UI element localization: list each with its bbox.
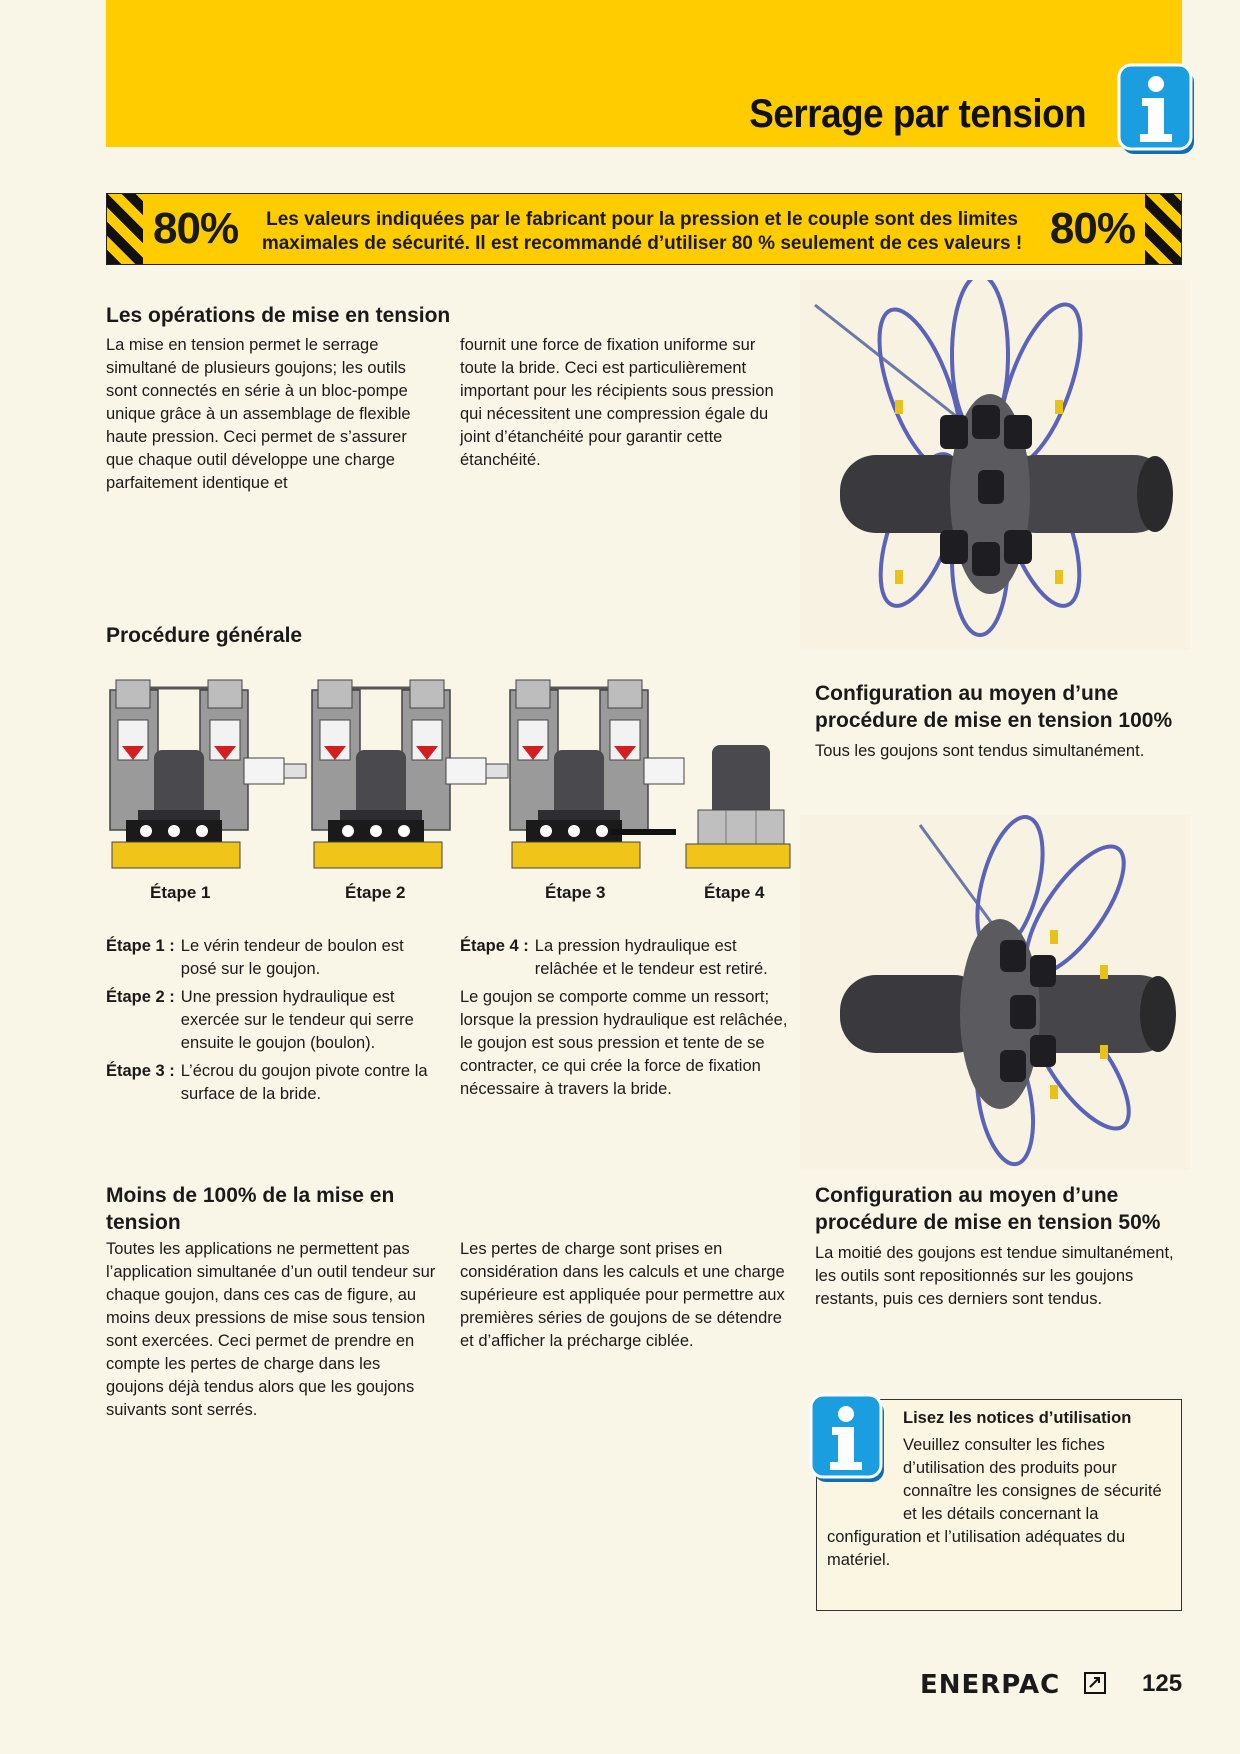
- section3-heading: Moins de 100% de la mise en tension: [106, 1184, 395, 1234]
- tensioning-100-photo: [800, 280, 1190, 650]
- step-item-1: [106, 935, 436, 981]
- step-text: L’écrou du goujon pivote contre la surface de la bride.: [180, 1062, 428, 1103]
- config50-heading: Configuration au moyen d’une procédure de mise en tension 50%: [815, 1184, 1161, 1234]
- step4-diagram: [686, 745, 790, 868]
- hazard-stripes-right: [1145, 194, 1181, 264]
- page-number: 125: [1142, 1670, 1183, 1697]
- enerpac-mark-icon: [1084, 1672, 1106, 1694]
- steps-list-left: [106, 935, 436, 1111]
- step1-diagram: [110, 680, 306, 868]
- section1-col2: fournit une force de fixation uniforme sur toute la bride. Ceci est particulièrement important pour les récipients sous pression qui nécessitent une compression égale du joint d’étanchéité pour garantir cette étanchéité.: [460, 336, 774, 469]
- info-icon: [808, 1392, 888, 1484]
- info-icon: [1116, 62, 1200, 158]
- note-title: Lisez les notices d’utilisation: [903, 1409, 1132, 1427]
- step-text: Une pression hydraulique est exercée sur le tendeur qui serre ensuite le goujon (boulon).: [180, 988, 414, 1052]
- step-key: Étape 1 :: [106, 937, 175, 955]
- warning-percent-left: 80%: [153, 204, 239, 253]
- step-text: La pression hydraulique est relâchée et le tendeur est retiré.: [534, 937, 768, 978]
- step-key: Étape 3 :: [106, 1062, 175, 1080]
- config50-text: La moitié des goujons est tendue simultanément, les outils sont repositionnés sur les goujons restants, puis ces derniers sont tendus.: [815, 1244, 1174, 1308]
- step-label-1: Étape 1: [150, 883, 211, 902]
- procedure-diagram: [106, 670, 796, 875]
- warning-percent-right: 80%: [1049, 204, 1135, 253]
- step-item-4: [460, 935, 795, 981]
- enerpac-logo: ENERPAC: [920, 1670, 1061, 1700]
- step-item-3: [106, 1060, 436, 1106]
- section2-heading: Procédure générale: [106, 624, 303, 647]
- step2-diagram: [312, 680, 508, 868]
- step3-diagram: [510, 680, 684, 868]
- section3-col1: Toutes les applications ne permettent pas l’application simultanée d’un outil tendeur sur chaque goujon, dans ces cas de figure, au moins deux pressions de mise sous tension sont exercées. Ceci permet de prendre en compte les pertes de charge dans les goujons déjà tendus alors que les goujons suivants sont serrés.: [106, 1240, 436, 1419]
- step-item-2: [106, 986, 436, 1055]
- warning-line-1: Les valeurs indiquées par le fabricant pour la pression et le couple sont des limites: [266, 209, 1018, 230]
- warning-text: [257, 208, 1027, 256]
- step-key: Étape 2 :: [106, 988, 175, 1006]
- hazard-stripes-left: [107, 194, 143, 264]
- warning-line-2: maximales de sécurité. Il est recommandé d’utiliser 80 % seulement de ces valeurs !: [261, 233, 1023, 254]
- steps-list-right: [460, 935, 795, 1101]
- warning-bar: [106, 193, 1182, 265]
- step-label-4: Étape 4: [704, 883, 765, 902]
- section3-col2: Les pertes de charge sont prises en considération dans les calculs et une charge supérieure est appliquée pour permettre aux premières séries de goujons de se détendre et d’afficher la précharge ciblée.: [460, 1240, 785, 1350]
- config100-text: Tous les goujons sont tendus simultanément.: [815, 742, 1145, 760]
- step-text: Le vérin tendeur de boulon est posé sur le goujon.: [180, 937, 404, 978]
- section1-col1: La mise en tension permet le serrage simultané de plusieurs goujons; les outils sont connectés en série à un bloc-pompe unique grâce à un assemblage de flexible haute pression. Ceci permet de s’assurer que chaque outil développe une charge parfaitement identique et: [106, 336, 411, 492]
- step-label-3: Étape 3: [545, 883, 606, 902]
- tensioning-50-photo: [800, 815, 1190, 1170]
- page-title: Serrage par tension: [749, 92, 1086, 136]
- section1-heading: Les opérations de mise en tension: [106, 304, 451, 327]
- note-text: Veuillez consulter les fiches d’utilisation des produits pour connaître les consignes de sécurité et les détails concernant la configuration et l’utilisation adéquates du matériel.: [827, 1436, 1162, 1569]
- config100-heading: Configuration au moyen d’une procédure de mise en tension 100%: [815, 682, 1173, 732]
- step-key: Étape 4 :: [460, 937, 529, 955]
- spring-text: Le goujon se comporte comme un ressort; lorsque la pression hydraulique est relâchée, le goujon est sous pression et tente de se contracter, ce qui crée la force de fixation nécessaire à travers la bride.: [460, 988, 788, 1098]
- step-label-2: Étape 2: [345, 883, 406, 902]
